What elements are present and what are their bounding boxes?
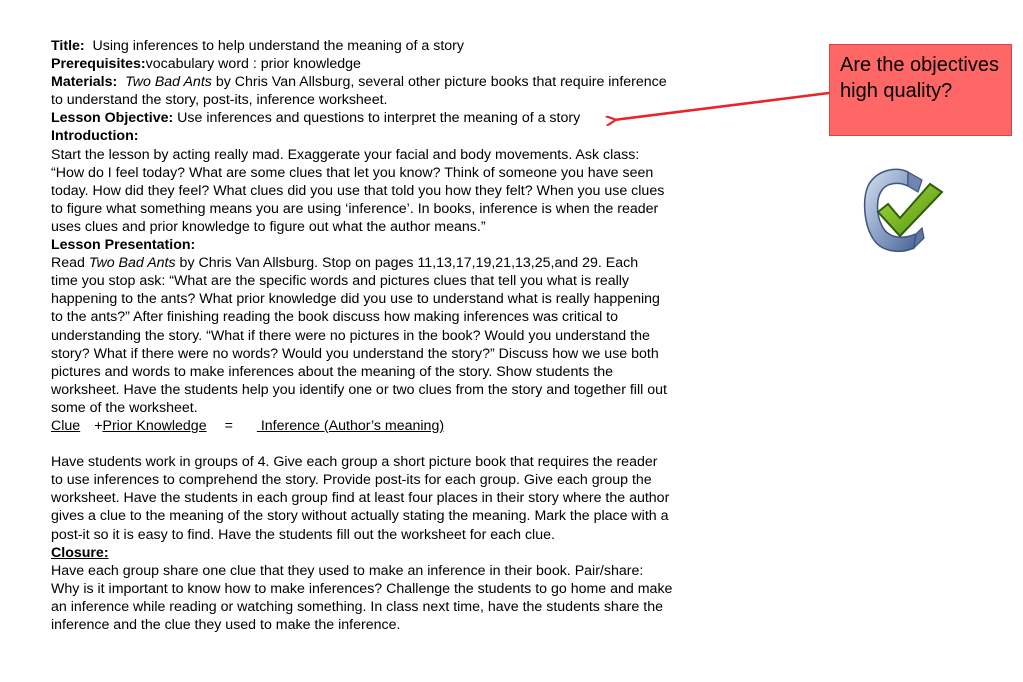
materials-book: Two Bad Ants <box>125 74 212 91</box>
intro-line: to figure what something means you are using ‘inference’. In books, inference is when the reader <box>51 200 659 217</box>
title-label: Title: <box>51 38 85 54</box>
objective-label: Lesson Objective: <box>51 110 174 127</box>
intro-line: “How do I feel today? What are some clues that let you know? Think of someone you have seen <box>51 164 654 181</box>
formula-plus: + <box>94 417 103 434</box>
intro-line: uses clues and prior knowledge to figure out what the author means.” <box>51 218 486 235</box>
objectives-callout <box>829 44 1012 136</box>
presentation-line: understanding the story. “What if there were no pictures in the book? Would you understand the <box>51 327 650 344</box>
closure-heading: Closure: <box>51 544 109 561</box>
group-line: worksheet. Have the students in each group find at least four places in their story where the author <box>51 490 670 507</box>
materials-text: by Chris Van Allsburg, several other picture books that require inference <box>211 74 667 91</box>
title-text: Using inferences to help understand the meaning of a story <box>92 38 464 54</box>
checkmark-icon <box>858 164 948 256</box>
presentation-heading: Lesson Presentation: <box>51 237 196 254</box>
materials-label: Materials: <box>51 74 118 91</box>
group-line: Have students work in groups of 4. Give each group a short picture book that requires the reader <box>51 454 658 471</box>
group-line: post-it so it is easy to find. Have the students fill out the worksheet for each clue. <box>51 526 555 543</box>
materials-line-2: to understand the story, post-its, inference worksheet. <box>51 92 388 109</box>
group-line: gives a clue to the meaning of the story without actually stating the meaning. Mark the place with a <box>51 508 669 525</box>
presentation-line: time you stop ask: “What are the specific words and pictures clues that tell you what is really <box>51 273 630 290</box>
prereq-label: Prerequisites: <box>51 56 146 73</box>
objective-text: Use inferences and questions to interpret the meaning of a story <box>177 110 581 127</box>
presentation-line: pictures and words to make inferences about the meaning of the story. Show students the <box>51 363 614 380</box>
formula-inference: Inference (Author’s meaning) <box>256 417 445 434</box>
closure-line: Why is it important to know how to make inferences? Challenge the students to go home and make <box>51 580 673 597</box>
formula-prior: Prior Knowledge <box>102 417 207 434</box>
intro-line: Start the lesson by acting really mad. Exaggerate your facial and body movements. Ask class: <box>51 146 640 163</box>
prereq-text: vocabulary word : prior knowledge <box>145 56 361 73</box>
presentation-line: to the ants?” After finishing reading the book discuss how making inferences was critical to <box>51 309 619 326</box>
presentation-line: worksheet. Have the students help you identify one or two clues from the story and together fill out <box>51 381 667 398</box>
presentation-line: some of the worksheet. <box>51 399 198 416</box>
group-line: to use inferences to comprehend the story. Provide post-its for each group. Give each group the <box>51 472 652 489</box>
callout-text: Are the objectives high quality? <box>840 54 999 102</box>
read-line: Read Two Bad Ants by Chris Van Allsburg. Stop on pages 11,13,17,19,21,13,25,and 29. Each <box>51 255 639 272</box>
presentation-line: happening to the ants? What prior knowledge did you use to understand what is really happening <box>51 291 660 308</box>
intro-line: today. How did they feel? What clues did you use that told you how they felt? When you use clues <box>51 182 665 199</box>
closure-line: an inference while reading or watching something. In class next time, have the students share the <box>51 598 663 615</box>
formula-equals: = <box>224 417 233 434</box>
presentation-line: story? What if there were no words? Would you understand the story?” Discuss how we use both <box>51 345 659 362</box>
closure-line: Have each group share one clue that they used to make an inference in their book. Pair/share: <box>51 562 644 579</box>
formula-clue: Clue <box>51 417 81 434</box>
read-book: Two Bad Ants <box>88 255 176 272</box>
intro-heading: Introduction: <box>51 128 139 145</box>
closure-line: inference and the clue they used to make the inference. <box>51 617 401 633</box>
